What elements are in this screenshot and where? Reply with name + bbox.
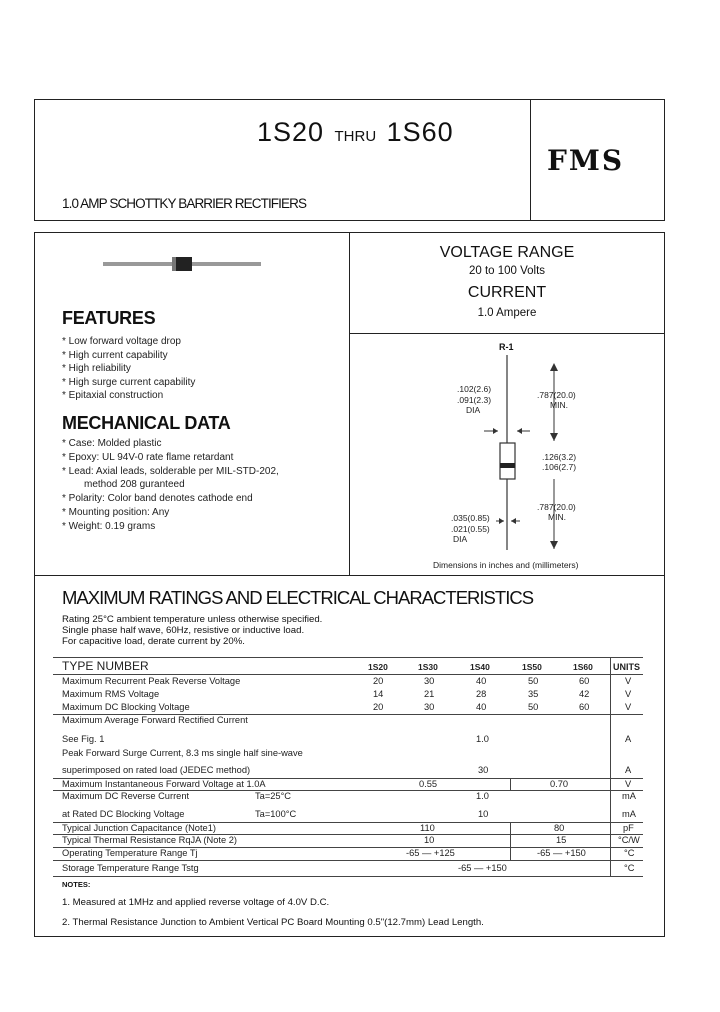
cell: 30 [424,702,435,712]
unit: A [625,765,632,775]
cell: 1.0 [476,791,489,801]
features-title: FEATURES [62,308,156,328]
unit: pF [623,823,634,833]
unit: mA [622,809,636,819]
table-row [62,676,642,688]
dim-lead-length-bottom: .787(20.0) [537,502,576,512]
fms-logo: FMS [547,144,625,177]
unit: V [625,676,632,686]
cell: 28 [476,689,487,699]
cell: -65 — +150 [458,863,507,873]
part-number-title [257,117,454,148]
table-row [62,809,642,821]
mechanical-item: * Epoxy: UL 94V-0 rate flame retardant [62,452,234,463]
table-row [62,715,642,727]
mechanical-item: * Lead: Axial leads, solderable per MIL-STD-202, [62,466,279,477]
row-label: Typical Thermal Resistance RqJA (Note 2) [62,835,237,845]
voltage-range-title: VOLTAGE RANGE [439,244,575,261]
notes-title: NOTES: [62,880,91,889]
row-label: Maximum Recurrent Peak Reverse Voltage [62,676,241,686]
table-row [62,748,642,760]
package-name: R-1 [499,342,514,352]
cell: 40 [476,676,487,686]
part-from: 1S20 [257,117,325,147]
table-rule [53,674,643,675]
table-rule [53,657,643,658]
cell: 10 [424,835,435,845]
cell: 15 [556,835,567,845]
table-rule [53,876,643,877]
table-row [62,835,642,847]
cell: 80 [554,823,565,833]
dim-lead-length-bottom-min: MIN. [548,512,566,522]
diode-icon [100,254,265,274]
feature-item: * High reliability [62,363,131,374]
cell: 40 [476,702,487,712]
row-label: Maximum DC Blocking Voltage [62,702,190,712]
current-value: 1.0 Ampere [477,307,537,319]
dim-body-min: .106(2.7) [542,462,577,472]
dim-lead-length-top-min: MIN. [550,400,568,410]
mechanical-item: * Mounting position: Any [62,507,170,518]
thru-label: THRU [334,128,377,145]
ratings-condition: Single phase half wave, 60Hz, resistive or inductive load. [62,625,305,636]
row-condition: Ta=25°C [255,791,292,801]
feature-item: * High surge current capability [62,377,196,388]
feature-item: * Epitaxial construction [62,390,164,401]
dim-dia-min: .091(2.3) [457,395,492,405]
row-label: Operating Temperature Range Tj [62,848,198,858]
mechanical-item: * Weight: 0.19 grams [62,521,156,532]
row-label: See Fig. 1 [62,734,105,744]
cell: -65 — +150 [537,848,586,858]
mechanical-item: * Case: Molded plastic [62,438,162,449]
col-header: 1S20 [368,662,388,672]
dimension-note: Dimensions in inches and (millimeters) [433,560,579,570]
row-label: Storage Temperature Range Tstg [62,863,199,873]
cell: 60 [579,676,590,686]
cell: 0.55 [419,779,438,789]
cell: 30 [424,676,435,686]
cell: 35 [528,689,539,699]
dim-dia-max: .102(2.6) [457,384,492,394]
table-row [62,791,642,803]
row-label: Typical Junction Capacitance (Note1) [62,823,216,833]
dim-lead-dia-label: DIA [453,534,468,544]
row-label: Maximum RMS Voltage [62,689,160,699]
unit: V [625,689,632,699]
product-subtitle: 1.0 AMP SCHOTTKY BARRIER RECTIFIERS [62,196,307,211]
unit: V [625,702,632,712]
dim-lead-dia-max: .035(0.85) [451,513,490,523]
table-row [62,689,642,701]
col-header: 1S40 [470,662,490,672]
note-item: 2. Thermal Resistance Junction to Ambient Vertical PC Board Mounting 0.5"(12.7mm) Lead Length. [62,917,484,928]
col-header: 1S50 [522,662,542,672]
unit: °C [624,848,635,858]
table-row [62,702,642,714]
note-item: 1. Measured at 1MHz and applied reverse voltage of 4.0V D.C. [62,897,330,908]
ratings-condition: For capacitive load, derate current by 20%. [62,636,245,647]
ratings-title: MAXIMUM RATINGS AND ELECTRICAL CHARACTERISTICS [62,587,534,608]
current-title: CURRENT [467,284,547,301]
voltage-range-value: 20 to 100 Volts [468,265,546,277]
type-number-header: TYPE NUMBER [62,659,149,673]
mechanical-title: MECHANICAL DATA [62,413,231,433]
row-label: Maximum Instantaneous Forward Voltage at 1.0A [62,779,266,789]
row-label: at Rated DC Blocking Voltage [62,809,185,819]
dim-lead-length-top: .787(20.0) [537,390,576,400]
unit: °C [624,863,635,873]
unit: V [625,779,632,789]
row-label: Maximum DC Reverse Current [62,791,190,801]
cell: 30 [478,765,489,775]
cell: 60 [579,702,590,712]
cell: 110 [420,823,435,833]
unit: mA [622,791,636,801]
dim-body-max: .126(3.2) [542,452,577,462]
cell: 50 [528,702,539,712]
cell: 42 [579,689,590,699]
feature-item: * High current capability [62,350,168,361]
specs-divider [349,333,665,334]
row-condition: Ta=100°C [255,809,297,819]
cell: 21 [424,689,435,699]
cell: 14 [373,689,384,699]
row-label: Maximum Average Forward Rectified Current [62,715,248,725]
unit: °C/W [618,835,640,845]
table-row [62,765,642,777]
dim-dia-label: DIA [466,405,481,415]
cell: 20 [373,702,384,712]
table-row [62,734,642,746]
cell: 0.70 [550,779,569,789]
table-header-row [62,659,642,671]
dim-lead-dia-min: .021(0.55) [451,524,490,534]
table-rule [53,860,643,861]
row-label: Peak Forward Surge Current, 8.3 ms single half sine-wave [62,748,303,758]
table-row [62,848,642,860]
table-row [62,823,642,835]
col-header: 1S60 [573,662,593,672]
table-row [62,863,642,875]
cell: 20 [373,676,384,686]
units-header: UNITS [613,662,640,672]
col-header: 1S30 [418,662,438,672]
mechanical-item: * Polarity: Color band denotes cathode end [62,493,253,504]
unit: A [625,734,632,744]
part-to: 1S60 [386,117,454,147]
cell: -65 — +125 [406,848,455,858]
cell: 10 [478,809,489,819]
cell: 1.0 [476,734,489,744]
feature-item: * Low forward voltage drop [62,336,181,347]
mechanical-item: method 208 guranteed [84,479,185,490]
table-row [62,779,642,791]
ratings-condition: Rating 25°C ambient temperature unless otherwise specified. [62,614,323,625]
cell: 50 [528,676,539,686]
row-label: superimposed on rated load (JEDEC method) [62,765,251,775]
